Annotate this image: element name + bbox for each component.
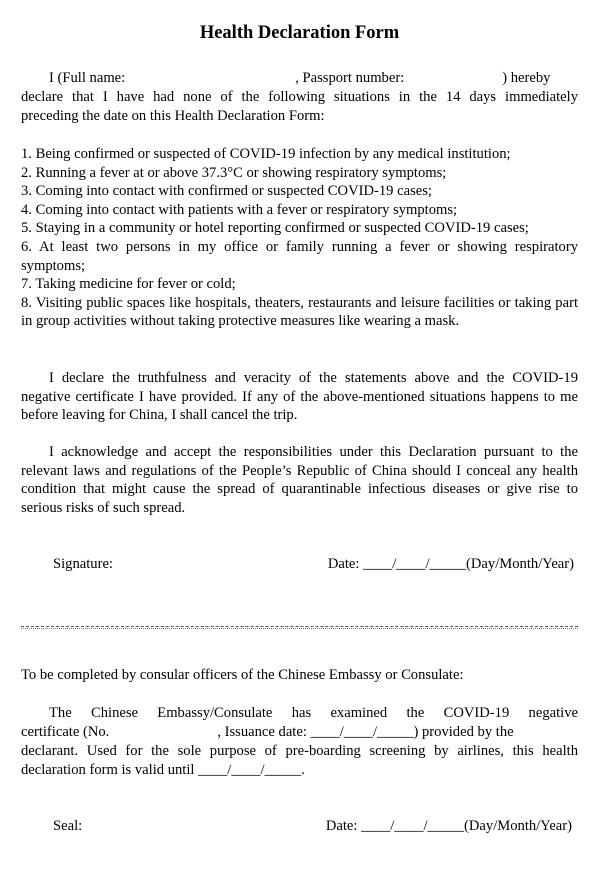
consular-line-1: The Chinese Embassy/Consulate has examined the COVID-19 negative: [49, 705, 578, 721]
intro-line-3: preceding the date on this Health Declaration Form:: [21, 108, 325, 124]
certificate-number-label: certificate (No.: [21, 724, 110, 740]
intro-hereby: ) hereby: [502, 70, 551, 86]
signature-row: [21, 554, 578, 574]
situation-list: [21, 145, 578, 331]
section-divider-dots: [21, 628, 578, 629]
consular-line-2: [21, 723, 578, 742]
issuance-date-text: , Issuance date: ____/____/_____) provided by the: [217, 724, 514, 740]
signature-label: Signature:: [53, 556, 113, 572]
seal-label: Seal:: [53, 818, 83, 834]
intro-full-name-label: I (Full name:: [49, 70, 126, 86]
declaration-paragraph: I declare the truthfulness and veracity of the statements above and the COVID-19 negative certificate I have provided. If any of the above-mentioned situations happens to me before leaving for China, I shall cancel the trip.: [21, 370, 578, 424]
situation-item-7: 7. Taking medicine for fever or cold;: [21, 276, 236, 293]
situation-item-4: 4. Coming into contact with patients with a fever or respiratory symptoms;: [21, 201, 458, 218]
consular-line-3: declarant. Used for the sole purpose of pre-boarding screening by airlines, this health: [21, 743, 578, 759]
situation-item-6: 6. At least two persons in my office or family running a fever or showing respiratory symptoms;: [21, 238, 578, 274]
situation-item-3: 3. Coming into contact with confirmed or suspected COVID-19 cases;: [21, 183, 432, 200]
consular-heading: To be completed by consular officers of the Chinese Embassy or Consulate:: [21, 667, 464, 683]
situation-item-5: 5. Staying in a community or hotel reporting confirmed or suspected COVID-19 cases;: [21, 220, 529, 237]
situation-item-8: 8. Visiting public spaces like hospitals, theaters, restaurants and leisure facilities or taking part in group activities without taking protective measures like wearing a mask.: [21, 294, 578, 330]
situation-item-2: 2. Running a fever at or above 37.3°C or showing respiratory symptoms;: [21, 164, 447, 181]
situation-item-1: 1. Being confirmed or suspected of COVID-19 infection by any medical institution;: [21, 146, 511, 162]
intro-passport-label: , Passport number:: [295, 70, 405, 86]
form-title: Health Declaration Form: [199, 23, 400, 43]
seal-date-field[interactable]: Date: ____/____/_____(Day/Month/Year): [325, 818, 572, 834]
section-divider: [21, 626, 578, 627]
consular-line-4: declaration form is valid until ____/____/_____.: [21, 762, 305, 778]
intro-line-2: declare that I have had none of the following situations in the 14 days immediately: [21, 89, 578, 105]
acknowledgement-paragraph: I acknowledge and accept the responsibilities under this Declaration pursuant to the relevant laws and regulations of the People’s Republic of China should I conceal any health condition that might cause the spread of quarantinable infectious diseases or give rise to serious risks of such spread.: [21, 444, 578, 516]
seal-row: [21, 816, 578, 836]
signature-date-field[interactable]: Date: ____/____/_____(Day/Month/Year): [327, 556, 574, 572]
intro-line-1: [49, 69, 578, 88]
